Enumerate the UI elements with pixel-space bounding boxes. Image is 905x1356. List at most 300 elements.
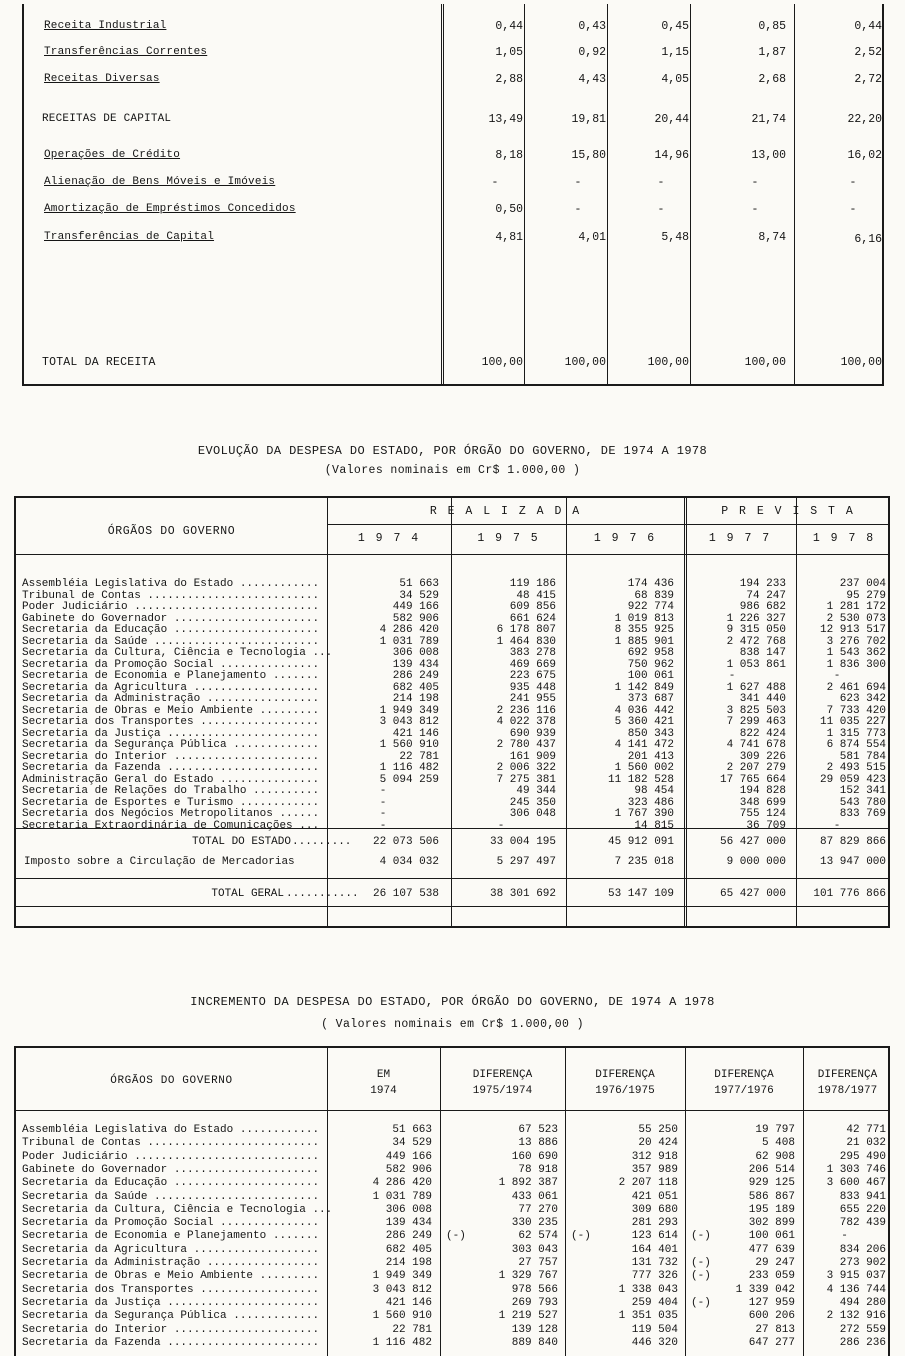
table1-row-label: Receitas Diversas [44, 73, 160, 85]
table2-cell: - [379, 796, 387, 809]
table3-negative-marker: (-) [571, 1230, 591, 1243]
table2-total-cell: 56 427 000 [719, 836, 786, 848]
table3-cell: 1 892 387 [498, 1177, 558, 1190]
table2-cell: 3 825 503 [726, 704, 786, 717]
table2-cell: 223 675 [509, 670, 556, 682]
table2-row-label: Secretaria da Segurança Pública ............. [22, 739, 320, 751]
table2-cell: 17 765 664 [719, 773, 786, 786]
table2-cell: 3 276 702 [826, 635, 886, 648]
table1-row-label: Operações de Crédito [44, 149, 181, 161]
table2-row-label: Administração Geral do Estado ............... [22, 773, 320, 786]
table3-header-em: EM [376, 1069, 391, 1081]
table2-cell: 3 043 812 [379, 716, 439, 728]
table2-cell: 822 424 [739, 727, 786, 740]
table3-cell: 195 189 [748, 1203, 795, 1216]
table2-cell: 383 278 [509, 647, 556, 659]
table1-row-label: Amortização de Empréstimos Concedidos [44, 203, 296, 215]
table2-cell: 194 828 [739, 785, 786, 797]
table1-cell: 13,00 [751, 149, 786, 162]
table3-header-dif4: DIFERENÇA [817, 1069, 878, 1081]
table2-cell: 100 061 [627, 670, 674, 682]
table2-cell: - [379, 808, 387, 820]
table2-cell: - [833, 670, 841, 682]
table1-cell: - [574, 203, 582, 216]
table1-total-cell: 100,00 [564, 356, 606, 369]
table2-cell: 237 004 [839, 578, 886, 590]
table1-cell: - [751, 203, 759, 216]
table2-cell: 682 405 [392, 681, 439, 694]
table3-row-label: Tribunal de Contas .......................... [22, 1137, 320, 1150]
table2-cell: 22 781 [399, 750, 439, 763]
table2-cell: 306 048 [509, 808, 556, 820]
table3-cell: 306 008 [385, 1203, 432, 1216]
table1-cell: 1,15 [661, 46, 689, 59]
table3-col-header-orgaos: ÓRGÃOS DO GOVERNO [110, 1075, 233, 1087]
table3-cell: 139 128 [511, 1323, 558, 1336]
table1-row-label: Receita Industrial [44, 20, 167, 32]
table3-cell: 494 280 [839, 1296, 886, 1309]
table3-cell: 27 757 [518, 1257, 558, 1269]
table3-cell: 929 125 [748, 1177, 795, 1190]
table2-cell: 29 059 423 [819, 773, 886, 786]
table3-row-label: Secretaria de Obras e Meio Ambiente ......... [22, 1270, 320, 1283]
table2-cell: 74 247 [746, 589, 786, 602]
table2-cell: 119 186 [509, 578, 556, 590]
table2-cell: - [833, 819, 841, 832]
table2-cell: 5 360 421 [614, 716, 674, 728]
table3-header-dif1-years: 1975/1974 [472, 1085, 533, 1097]
table2-cell: 582 906 [392, 612, 439, 625]
table3-cell: 889 840 [511, 1336, 558, 1349]
table3-cell: 3 915 037 [826, 1270, 886, 1283]
table2-row-label: Secretaria da Agricultura ................... [22, 681, 320, 694]
table2-total-geral-cell: 65 427 000 [719, 888, 786, 900]
table2-cell: 139 434 [392, 658, 439, 671]
table3-cell: 303 043 [511, 1243, 558, 1256]
table2-total-estado-label: TOTAL DO ESTADO [191, 836, 291, 848]
table3-header-dif4-years: 1978/1977 [817, 1085, 878, 1097]
table2-cell: 14 815 [634, 819, 674, 832]
table3-cell: 273 902 [839, 1257, 886, 1269]
table2-row-label: Secretaria Extraordinária de Comunicações ... [22, 819, 320, 832]
table3-cell: 259 404 [631, 1296, 678, 1309]
table3-cell: 42 771 [846, 1124, 886, 1136]
table3-cell: 1 303 746 [826, 1163, 886, 1176]
table2-cell: 4 022 378 [496, 716, 556, 728]
table3-header-dif2-years: 1976/1975 [595, 1085, 655, 1097]
table3-cell: 286 249 [385, 1230, 432, 1243]
table3-cell: - [841, 1230, 848, 1243]
table3-cell: 330 235 [511, 1217, 558, 1230]
table2-total-cell: 33 004 195 [489, 836, 556, 848]
table3-cell: 269 793 [511, 1296, 558, 1309]
table2-row-label: Assembléia Legislativa do Estado ............ [22, 578, 320, 590]
table2-row-label: Secretaria da Saúde ......................... [22, 635, 320, 648]
table2-row-label: Secretaria da Administração ................. [22, 693, 320, 705]
table2-col-header-orgaos: ÓRGÃOS DO GOVERNO [107, 525, 236, 538]
table1-cell: 1,05 [495, 46, 523, 59]
table3-cell: 655 220 [839, 1203, 886, 1216]
table-incremento-despesa [14, 1046, 890, 1356]
table2-row-label: Poder Judiciário ............................ [22, 601, 320, 613]
table1-divider-4 [794, 4, 795, 384]
table2-cell: 543 780 [839, 796, 886, 809]
table3-cell: 1 351 035 [618, 1310, 678, 1323]
table3-cell: 833 941 [839, 1190, 886, 1203]
table2-cell: 922 774 [627, 601, 674, 613]
table1-cell: - [751, 176, 759, 189]
table1-divider-3 [690, 4, 691, 384]
table2-cell: 341 440 [739, 693, 786, 705]
table2-cell: 750 962 [627, 658, 674, 671]
table3-negative-marker: (-) [691, 1270, 711, 1283]
table2-dots: ......... [292, 836, 352, 848]
table3-row-label: Poder Judiciário ............................ [22, 1150, 320, 1163]
table3-cell: 782 439 [839, 1217, 886, 1230]
table1-cell: 19,81 [571, 113, 606, 126]
table3-cell: 1 560 910 [372, 1310, 432, 1323]
table3-cell: 139 434 [385, 1217, 432, 1230]
table2-imposto-cell: 4 034 032 [379, 856, 439, 868]
table3-cell: 4 136 744 [826, 1283, 886, 1296]
table2-row-label: Secretaria da Fazenda ....................... [22, 762, 320, 774]
table3-cell: 4 286 420 [372, 1177, 432, 1190]
table2-cell: 34 529 [399, 589, 439, 602]
table1-total-cell: 100,00 [744, 356, 786, 369]
table1-cell: 21,74 [751, 113, 786, 126]
table3-cell: 433 061 [511, 1190, 558, 1203]
table2-cell: 1 281 172 [826, 601, 886, 613]
table2-cell: 2 530 073 [826, 612, 886, 625]
table2-row-label: Secretaria da Promoção Social ............... [22, 658, 320, 671]
table1-total-cell: 100,00 [840, 356, 882, 369]
table2-subtitle: (Valores nominais em Cr$ 1.000,00 ) [324, 464, 581, 477]
table2-cell: 152 341 [839, 785, 886, 797]
table1-cell: - [657, 203, 665, 216]
table1-cell: 0,45 [661, 20, 689, 33]
table2-cell: 1 627 488 [726, 681, 786, 694]
table1-cell: 0,44 [854, 20, 882, 33]
table3-header-rule [16, 1110, 888, 1111]
table2-cell: 2 461 694 [826, 681, 886, 694]
table2-cell: 6 874 554 [826, 739, 886, 751]
table2-cell: 4 141 472 [614, 739, 674, 751]
table2-total-cell: 45 912 091 [607, 836, 674, 848]
table2-frame [14, 496, 890, 928]
table1-frame [22, 4, 884, 386]
table3-negative-marker: (-) [691, 1296, 711, 1309]
table3-row-label: Secretaria do Interior ...................... [22, 1323, 320, 1336]
table2-cell: - [379, 785, 387, 797]
table2-cell: 6 178 807 [496, 624, 556, 636]
table2-cell: 1 464 830 [496, 635, 556, 648]
table2-cell: 1 142 849 [614, 681, 674, 694]
table3-cell: 51 663 [392, 1124, 432, 1136]
table2-total-geral-cell: 101 776 866 [813, 888, 886, 900]
table1-row-label: Transferências de Capital [44, 231, 215, 243]
table3-cell: 20 424 [638, 1137, 678, 1150]
table2-cell: 1 226 327 [726, 612, 786, 625]
table1-cell: 0,92 [578, 46, 606, 59]
table1-row-label: RECEITAS DE CAPITAL [42, 113, 172, 125]
table2-cell: 4 036 442 [614, 704, 674, 717]
table2-row-label: Secretaria da Cultura, Ciência e Tecnologia ... [22, 647, 333, 659]
table3-cell: 1 338 043 [618, 1283, 678, 1296]
table2-cell: 609 856 [509, 601, 556, 613]
table2-total-cell: 22 073 506 [372, 836, 439, 848]
table3-cell: 449 166 [385, 1150, 432, 1163]
table2-row-label: Secretaria de Relações do Trabalho .......... [22, 785, 320, 797]
table3-cell: 446 320 [631, 1336, 678, 1349]
table2-row-label: Secretaria de Obras e Meio Ambiente ......... [22, 704, 320, 717]
table2-cell: 95 279 [846, 589, 886, 602]
table3-cell: 160 690 [511, 1150, 558, 1163]
table3-cell: 3 043 812 [372, 1283, 432, 1296]
table1-cell: 0,43 [578, 20, 606, 33]
table3-row-label: Secretaria da Agricultura ................... [22, 1243, 320, 1256]
table3-cell: 1 949 349 [372, 1270, 432, 1283]
table2-imposto-cell: 5 297 497 [496, 856, 556, 868]
table1-cell: - [491, 176, 499, 189]
table2-cell: 194 233 [739, 578, 786, 590]
table2-title: EVOLUÇÃO DA DESPESA DO ESTADO, POR ÓRGÃO DO GOVERNO, DE 1974 A 1978 [197, 444, 708, 458]
table3-cell: 21 032 [846, 1137, 886, 1150]
table2-cell: 12 913 517 [819, 624, 886, 636]
table3-cell: 1 031 789 [372, 1190, 432, 1203]
table1-total-cell: 100,00 [481, 356, 523, 369]
table3-row-label: Secretaria da Promoção Social ............... [22, 1217, 320, 1230]
table2-cell: 7 275 381 [496, 773, 556, 786]
table1-divider-1 [524, 4, 525, 384]
table1-cell: - [849, 176, 857, 189]
table2-row-label: Secretaria dos Negócios Metropolitanos ...... [22, 808, 320, 820]
table3-cell: 123 614 [631, 1230, 678, 1243]
table2-cell: 51 663 [399, 578, 439, 590]
table2-imposto-cell: 13 947 000 [819, 856, 886, 868]
table2-row-label: Secretaria dos Transportes .................. [22, 716, 320, 728]
table2-cell: 11 035 227 [819, 716, 886, 728]
table3-cell: 312 918 [631, 1150, 678, 1163]
table2-row-label: Secretaria da Justiça ....................... [22, 727, 320, 740]
table2-cell: 449 166 [392, 601, 439, 613]
table3-row-label: Secretaria dos Transportes .................. [22, 1283, 320, 1296]
table2-cell: 323 486 [627, 796, 674, 809]
table3-cell: 233 059 [748, 1270, 795, 1283]
table2-cell: 1 560 002 [614, 762, 674, 774]
table2-cell: 309 226 [739, 750, 786, 763]
table2-row-label: Secretaria do Interior ...................... [22, 750, 320, 763]
table3-cell: 682 405 [385, 1243, 432, 1256]
table2-cell: 1 767 390 [614, 808, 674, 820]
table3-row-label: Secretaria da Segurança Pública ............. [22, 1310, 320, 1323]
table2-cell: 2 493 515 [826, 762, 886, 774]
table3-cell: 477 639 [748, 1243, 795, 1256]
table1-cell: 0,85 [758, 20, 786, 33]
table3-row-label: Secretaria da Fazenda ....................... [22, 1336, 320, 1349]
table3-cell: 1 329 767 [498, 1270, 558, 1283]
table-receita-percentual [22, 4, 884, 386]
table2-total-rule-mid [16, 878, 888, 879]
table2-cell: 838 147 [739, 647, 786, 659]
table3-negative-marker: (-) [691, 1257, 711, 1269]
table3-cell: 295 490 [839, 1150, 886, 1163]
table1-cell: 20,44 [654, 113, 689, 126]
table3-row-label: Assembléia Legislativa do Estado ............ [22, 1124, 320, 1136]
table2-cell: 850 343 [627, 727, 674, 740]
table1-divider-2 [607, 4, 608, 384]
table3-row-label: Secretaria da Justiça ....................... [22, 1296, 320, 1309]
table2-row-label: Secretaria de Esportes e Turismo ............ [22, 796, 320, 809]
table-evolucao-despesa [14, 496, 890, 928]
table3-row-label: Gabinete do Governador ...................... [22, 1163, 320, 1176]
table2-cell: 1 116 482 [379, 762, 439, 774]
table2-cell: - [379, 819, 387, 832]
table2-cell: 2 006 322 [496, 762, 556, 774]
table3-cell: 127 959 [748, 1296, 795, 1309]
table2-cell: - [728, 670, 736, 682]
table2-cell: 1 053 861 [726, 658, 786, 671]
table2-cell: 833 769 [839, 808, 886, 820]
table2-cell: 1 885 901 [614, 635, 674, 648]
table2-group-prevista: P R E V I S T A [721, 505, 855, 518]
table1-cell: 2,88 [495, 73, 523, 86]
table3-cell: 357 989 [631, 1163, 678, 1176]
table1-row-label: Transferências Correntes [44, 46, 208, 58]
table3-cell: 978 566 [511, 1283, 558, 1296]
table2-cell: 935 448 [509, 681, 556, 694]
table3-cell: 13 886 [518, 1137, 558, 1150]
table1-cell: 14,96 [654, 149, 689, 162]
table3-cell: 19 797 [755, 1124, 795, 1136]
table3-row-label: Secretaria da Educação ...................... [22, 1177, 320, 1190]
table2-cell: 1 031 789 [379, 635, 439, 648]
table3-row-label: Secretaria de Economia e Planejamento ....... [22, 1230, 320, 1243]
table2-cell: 7 733 420 [826, 704, 886, 717]
table2-row-label: Gabinete do Governador ...................... [22, 612, 320, 625]
table3-cell: 647 277 [748, 1336, 795, 1349]
table2-row-label: Secretaria da Educação ...................... [22, 624, 320, 636]
table3-header-dif3-years: 1977/1976 [714, 1085, 774, 1097]
table2-cell: 11 182 528 [607, 773, 674, 786]
table3-title: INCREMENTO DA DESPESA DO ESTADO, POR ÓRGÃO DO GOVERNO, DE 1974 A 1978 [190, 995, 715, 1009]
table2-dots: ........... [286, 888, 359, 900]
table3-cell: 1 116 482 [372, 1336, 432, 1349]
table3-cell: 302 899 [748, 1217, 795, 1230]
table3-cell: 1 219 527 [498, 1310, 558, 1323]
table3-subtitle: ( Valores nominais em Cr$ 1.000,00 ) [321, 1018, 584, 1031]
table2-cell: 1 315 773 [826, 727, 886, 740]
table3-cell: 777 326 [631, 1270, 678, 1283]
table3-cell: 164 401 [631, 1243, 678, 1256]
table1-cell: - [657, 176, 665, 189]
table1-divider-main [441, 4, 444, 384]
table3-cell: 22 781 [392, 1323, 432, 1336]
table3-cell: 2 132 916 [826, 1310, 886, 1323]
table3-cell: 34 529 [392, 1137, 432, 1150]
table2-group-realizada: R E A L I Z A D A [429, 505, 582, 518]
table2-cell: 623 342 [839, 693, 886, 705]
table2-cell: 241 955 [509, 693, 556, 705]
table1-row-label: Alienação de Bens Móveis e Imóveis [44, 176, 276, 188]
table3-row-label: Secretaria da Saúde ......................... [22, 1190, 320, 1203]
table3-cell: 78 918 [518, 1163, 558, 1176]
table2-cell: 2 780 437 [496, 739, 556, 751]
table2-cell: 690 939 [509, 727, 556, 740]
table2-cell: 201 413 [627, 750, 674, 763]
table2-cell: 214 198 [392, 693, 439, 705]
table1-cell: 2,72 [854, 73, 882, 86]
table3-cell: 582 906 [385, 1163, 432, 1176]
table2-cell: - [497, 819, 505, 832]
table3-cell: 834 206 [839, 1243, 886, 1256]
table1-cell: 5,48 [661, 231, 689, 244]
table3-row-label: Secretaria da Administração ................. [22, 1257, 320, 1269]
table2-year-1976: 1 9 7 6 [593, 532, 657, 545]
table2-cell: 68 839 [634, 589, 674, 602]
table2-total-geral-cell: 26 107 538 [372, 888, 439, 900]
table3-cell: 62 908 [755, 1150, 795, 1163]
table1-cell: 4,05 [661, 73, 689, 86]
table2-cell: 1 836 300 [826, 658, 886, 671]
table1-cell: 13,49 [488, 113, 523, 126]
table3-negative-marker: (-) [446, 1230, 466, 1243]
table2-cell: 9 315 050 [726, 624, 786, 636]
table1-cell: 22,20 [847, 113, 882, 126]
table2-cell: 986 682 [739, 601, 786, 613]
table3-row-label: Secretaria da Cultura, Ciência e Tecnologia ... [22, 1203, 333, 1216]
table2-cell: 1 949 349 [379, 704, 439, 717]
table2-imposto-cell: 7 235 018 [614, 856, 674, 868]
table2-year-1978: 1 9 7 8 [812, 532, 876, 545]
table2-cell: 2 207 279 [726, 762, 786, 774]
table1-cell: 0,44 [495, 20, 523, 33]
table2-cell: 692 958 [627, 647, 674, 659]
table3-header-em-year: 1974 [370, 1085, 397, 1097]
table2-cell: 4 741 678 [726, 739, 786, 751]
table2-cell: 161 909 [509, 750, 556, 763]
table3-negative-marker: (-) [691, 1230, 711, 1243]
table1-cell: 2,52 [854, 46, 882, 59]
table3-cell: 272 559 [839, 1323, 886, 1336]
table2-cell: 49 344 [516, 785, 556, 797]
table1-cell: 4,01 [578, 231, 606, 244]
table2-cell: 36 709 [746, 819, 786, 832]
table2-cell: 4 286 420 [379, 624, 439, 636]
table2-cell: 2 472 768 [726, 635, 786, 648]
table2-cell: 1 543 362 [826, 647, 886, 659]
table2-cell: 286 249 [392, 670, 439, 682]
table2-cell: 1 560 910 [379, 739, 439, 751]
table1-cell: 6,16 [854, 233, 882, 246]
table2-cell: 174 436 [627, 578, 674, 590]
table2-cell: 2 236 116 [496, 704, 556, 717]
table2-total-geral-cell: 53 147 109 [607, 888, 674, 900]
table3-cell: 309 680 [631, 1203, 678, 1216]
table3-frame [14, 1046, 890, 1356]
table2-row-label: Secretaria de Economia e Planejamento ....... [22, 670, 320, 682]
table1-cell: 15,80 [571, 149, 606, 162]
table2-cell: 373 687 [627, 693, 674, 705]
table3-cell: 206 514 [748, 1163, 795, 1176]
table2-cell: 661 624 [509, 612, 556, 625]
table2-cell: 755 124 [739, 808, 786, 820]
table2-imposto-cell: 9 000 000 [726, 856, 786, 868]
table1-cell: - [849, 203, 857, 216]
table1-cell: 8,18 [495, 149, 523, 162]
table3-cell: 5 408 [761, 1137, 795, 1150]
table2-cell: 48 415 [516, 589, 556, 602]
table3-cell: 67 523 [518, 1124, 558, 1136]
